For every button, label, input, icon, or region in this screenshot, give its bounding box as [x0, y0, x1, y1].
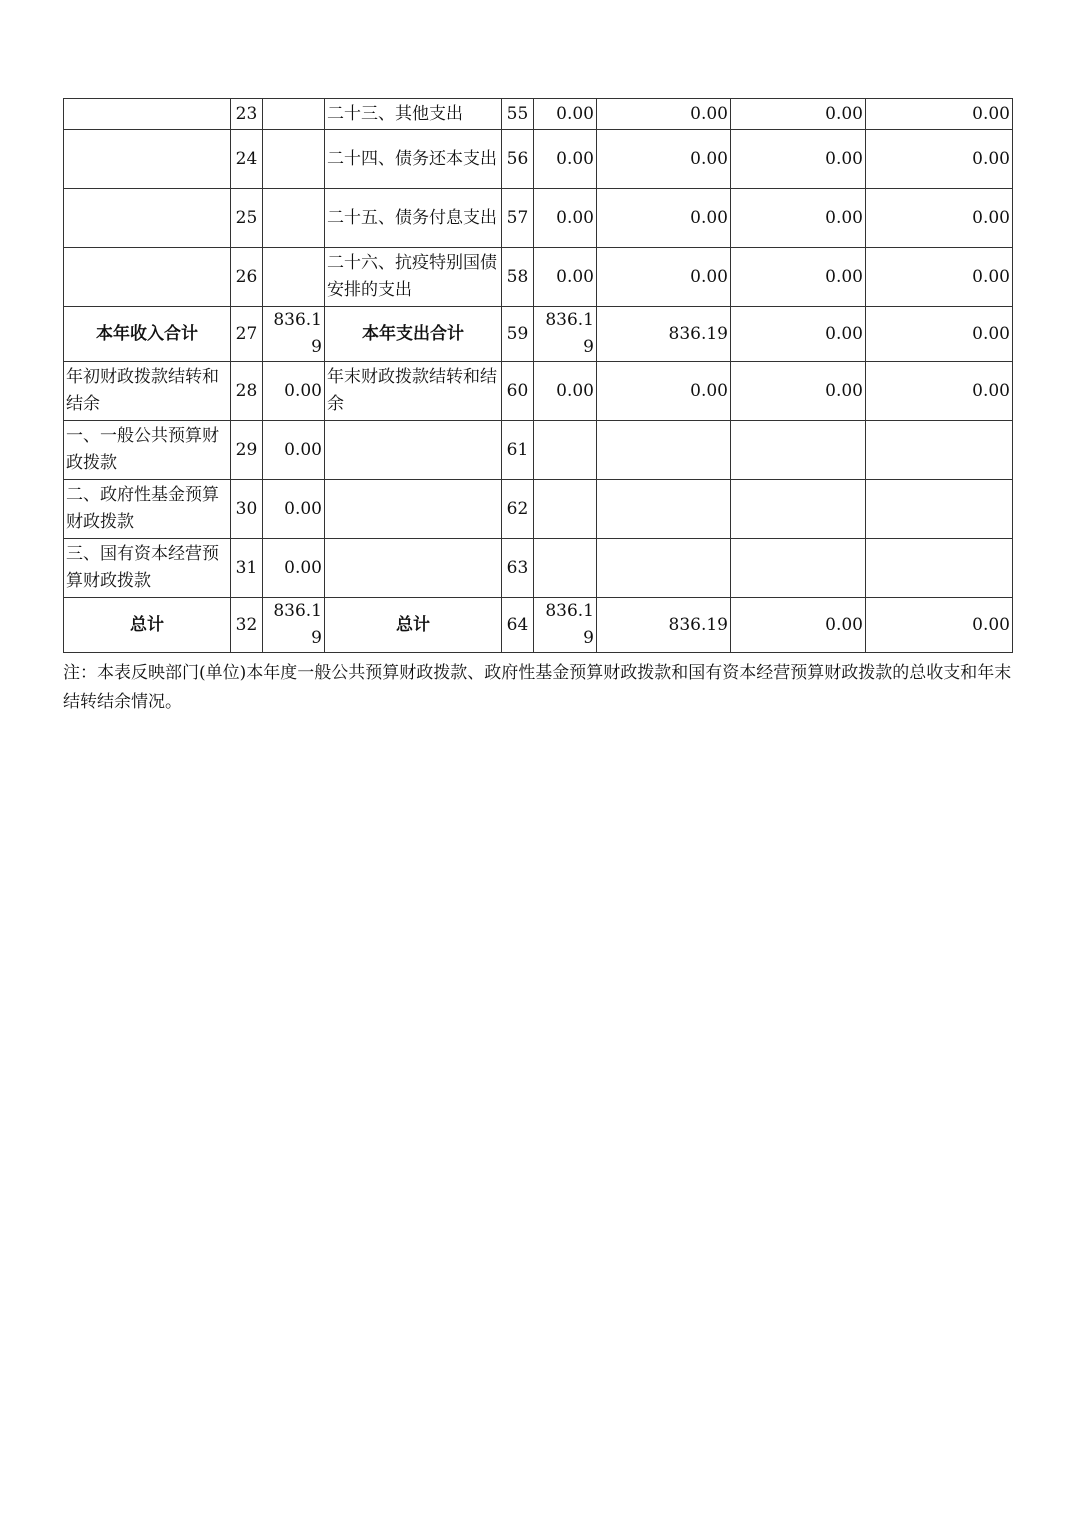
expense-general: 0.00 — [597, 99, 731, 130]
expense-line-no: 58 — [502, 248, 534, 307]
budget-sheet — [63, 98, 1012, 717]
expense-state: 0.00 — [866, 248, 1013, 307]
income-amount: 0.00 — [263, 421, 325, 480]
expense-item: 二十三、其他支出 — [325, 99, 502, 130]
expense-total — [534, 421, 597, 480]
expense-total: 0.00 — [534, 362, 597, 421]
expense-total — [534, 480, 597, 539]
expense-item: 二十四、债务还本支出 — [325, 130, 502, 189]
income-total-label: 本年收入合计 — [64, 307, 231, 362]
income-item — [64, 189, 231, 248]
expense-general — [597, 539, 731, 598]
income-grand-total-label: 总计 — [64, 598, 231, 653]
expense-item: 二十六、抗疫特别国债安排的支出 — [325, 248, 502, 307]
expense-fund: 0.00 — [731, 598, 866, 653]
expense-state — [866, 539, 1013, 598]
income-line-no: 24 — [231, 130, 263, 189]
expense-state: 0.00 — [866, 598, 1013, 653]
income-line-no: 31 — [231, 539, 263, 598]
expense-fund: 0.00 — [731, 248, 866, 307]
income-line-no: 32 — [231, 598, 263, 653]
expense-general — [597, 421, 731, 480]
expense-fund: 0.00 — [731, 99, 866, 130]
expense-fund: 0.00 — [731, 189, 866, 248]
expense-line-no: 63 — [502, 539, 534, 598]
expense-general: 0.00 — [597, 362, 731, 421]
income-amount: 0.00 — [263, 539, 325, 598]
income-line-no: 23 — [231, 99, 263, 130]
expense-fund: 0.00 — [731, 130, 866, 189]
expense-fund — [731, 480, 866, 539]
expense-fund — [731, 421, 866, 480]
expense-state: 0.00 — [866, 130, 1013, 189]
expense-item — [325, 421, 502, 480]
expense-general: 836.19 — [597, 307, 731, 362]
table-row — [64, 480, 1013, 539]
table-footnote: 注：本表反映部门(单位)本年度一般公共预算财政拨款、政府性基金预算财政拨款和国有资本经营预算财政拨款的总收支和年末结转结余情况。 — [63, 663, 1012, 712]
income-amount: 0.00 — [263, 480, 325, 539]
expense-fund — [731, 539, 866, 598]
income-amount — [263, 99, 325, 130]
table-row — [64, 130, 1013, 189]
expense-general — [597, 480, 731, 539]
expense-total-label: 本年支出合计 — [325, 307, 502, 362]
expense-line-no: 55 — [502, 99, 534, 130]
income-item: 三、国有资本经营预算财政拨款 — [64, 539, 231, 598]
table-row — [64, 362, 1013, 421]
expense-item: 二十五、债务付息支出 — [325, 189, 502, 248]
expense-state: 0.00 — [866, 362, 1013, 421]
income-line-no: 26 — [231, 248, 263, 307]
table-row-annual-total — [64, 307, 1013, 362]
income-line-no: 28 — [231, 362, 263, 421]
table-row-grand-total — [64, 598, 1013, 653]
expense-line-no: 64 — [502, 598, 534, 653]
expense-general: 0.00 — [597, 130, 731, 189]
income-line-no: 30 — [231, 480, 263, 539]
fiscal-appropriation-table — [63, 98, 1013, 653]
expense-line-no: 61 — [502, 421, 534, 480]
expense-general: 0.00 — [597, 248, 731, 307]
expense-total: 836.19 — [534, 598, 597, 653]
income-item: 二、政府性基金预算财政拨款 — [64, 480, 231, 539]
income-line-no: 27 — [231, 307, 263, 362]
expense-fund: 0.00 — [731, 362, 866, 421]
income-item: 一、一般公共预算财政拨款 — [64, 421, 231, 480]
expense-total: 0.00 — [534, 130, 597, 189]
expense-state — [866, 421, 1013, 480]
income-line-no: 25 — [231, 189, 263, 248]
income-item — [64, 99, 231, 130]
income-item: 年初财政拨款结转和结余 — [64, 362, 231, 421]
expense-line-no: 60 — [502, 362, 534, 421]
expense-line-no: 62 — [502, 480, 534, 539]
income-amount — [263, 248, 325, 307]
expense-state: 0.00 — [866, 189, 1013, 248]
income-amount — [263, 130, 325, 189]
expense-state: 0.00 — [866, 307, 1013, 362]
expense-total: 0.00 — [534, 99, 597, 130]
expense-state — [866, 480, 1013, 539]
income-item — [64, 130, 231, 189]
expense-line-no: 56 — [502, 130, 534, 189]
expense-general: 0.00 — [597, 189, 731, 248]
income-line-no: 29 — [231, 421, 263, 480]
income-amount: 0.00 — [263, 362, 325, 421]
expense-total: 836.19 — [534, 307, 597, 362]
expense-total: 0.00 — [534, 248, 597, 307]
expense-item — [325, 480, 502, 539]
expense-line-no: 57 — [502, 189, 534, 248]
expense-fund: 0.00 — [731, 307, 866, 362]
expense-item: 年末财政拨款结转和结余 — [325, 362, 502, 421]
table-row — [64, 539, 1013, 598]
expense-state: 0.00 — [866, 99, 1013, 130]
table-row — [64, 248, 1013, 307]
expense-general: 836.19 — [597, 598, 731, 653]
table-row — [64, 189, 1013, 248]
income-amount: 836.19 — [263, 598, 325, 653]
expense-total — [534, 539, 597, 598]
income-item — [64, 248, 231, 307]
expense-line-no: 59 — [502, 307, 534, 362]
expense-item — [325, 539, 502, 598]
table-row — [64, 99, 1013, 130]
expense-grand-total-label: 总计 — [325, 598, 502, 653]
income-amount — [263, 189, 325, 248]
table-row — [64, 421, 1013, 480]
expense-total: 0.00 — [534, 189, 597, 248]
income-amount: 836.19 — [263, 307, 325, 362]
